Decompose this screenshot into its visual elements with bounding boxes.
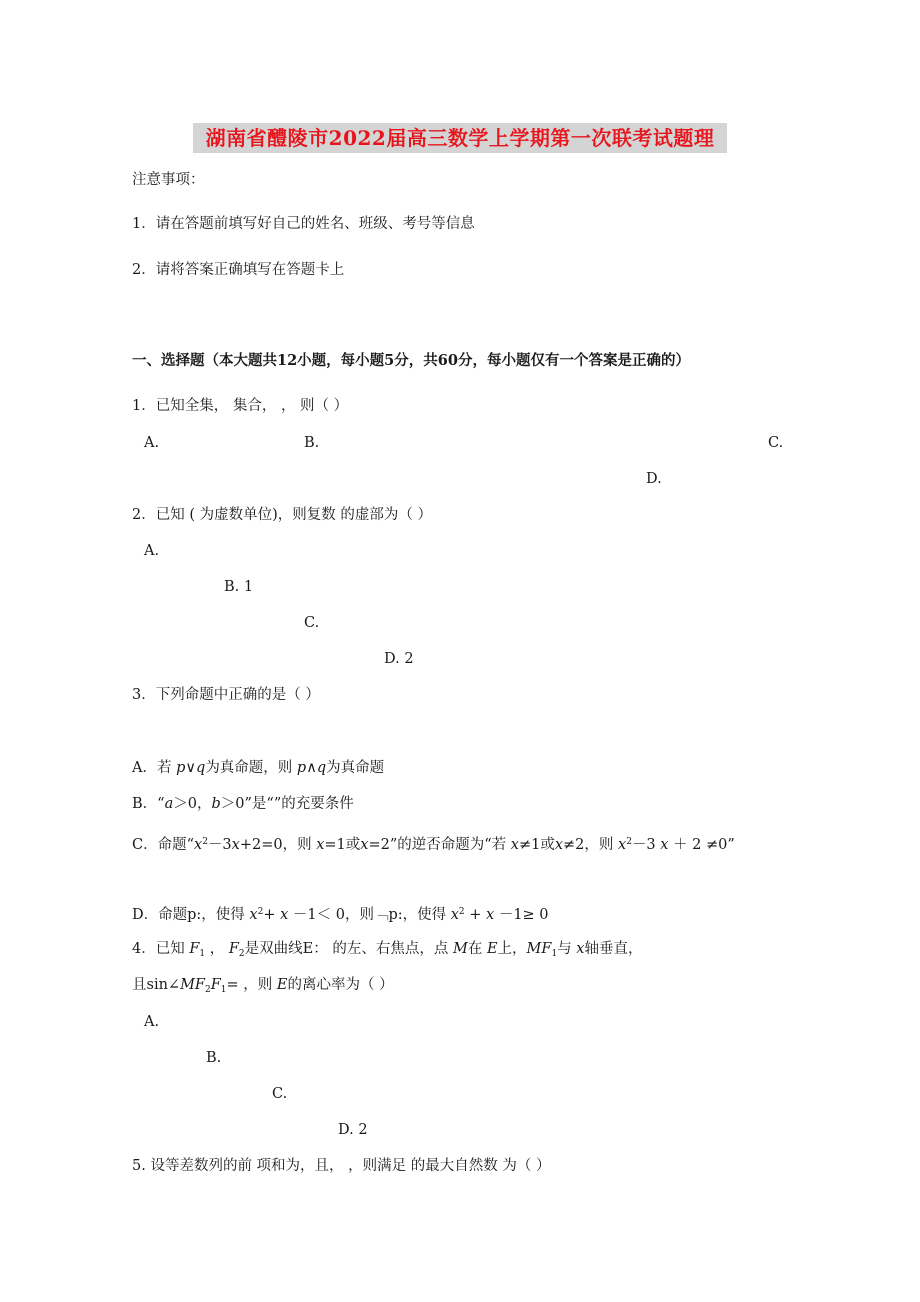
q1-option-c: C.: [768, 435, 784, 451]
q3-option-d: D．命题p:，使得 $x^2+ x -1< 0$，则﹁p:，使得 $x^2 + x -1\ge 0$: [132, 907, 549, 923]
section-heading: 一、选择题（本大题共12小题，每小题5分，共60分，每小题仅有一个答案是正确的）: [132, 352, 690, 369]
q3-option-b: B．“a＞0，b＞0”是“”的充要条件: [132, 796, 354, 812]
notes-heading: 注意事项：: [132, 172, 205, 188]
q2-option-b: B. 1: [224, 579, 254, 595]
document-title: 湖南省醴陵市2022届高三数学上学期第一次联考试题理: [193, 123, 727, 153]
q2-option-a: A.: [144, 543, 160, 559]
q4-option-b: B.: [206, 1050, 222, 1066]
q1-option-b: B.: [304, 435, 320, 451]
q2-option-c: C.: [304, 615, 320, 631]
q4-stem-line1: 4．已知 $F_1$ ， $F_2$是双曲线E： 的左、右焦点，点 M在 E上，$MF_1$与 x轴垂直，: [132, 941, 643, 959]
q3-option-a: A．若 p∨q为真命题，则 p∧q为真命题: [132, 760, 385, 776]
q1-option-d: D.: [646, 471, 662, 487]
note-item-2: 2．请将答案正确填写在答题卡上: [132, 262, 345, 278]
q2-option-d: D. 2: [384, 651, 414, 667]
q1-stem: 1．已知全集， 集合， ， 则（ ）: [132, 398, 349, 414]
q2-stem: 2．已知 ( 为虚数单位)，则复数 的虚部为（ ）: [132, 507, 432, 523]
q5-stem: 5. 设等差数列的前 项和为，且， ，则满足 的最大自然数 为（ ）: [132, 1158, 551, 1174]
q4-option-a: A.: [144, 1014, 160, 1030]
q4-stem-line2: 且$\sin\angle MF_2F_1=$ ，则 E的离心率为（ ）: [132, 977, 394, 995]
q4-option-c: C.: [272, 1086, 288, 1102]
q4-option-d: D. 2: [338, 1122, 368, 1138]
q3-stem: 3．下列命题中正确的是（ ）: [132, 687, 320, 703]
q3-option-c: C．命题“$x^2-3x+2=0$，则 x=1或x=2”的逆否命题为“若 x≠1或x≠2，则 $x^2-3$ x ＋ 2 ≠0”: [132, 837, 735, 853]
note-item-1: 1．请在答题前填写好自己的姓名、班级、考号等信息: [132, 216, 475, 232]
q1-option-a: A.: [144, 435, 160, 451]
